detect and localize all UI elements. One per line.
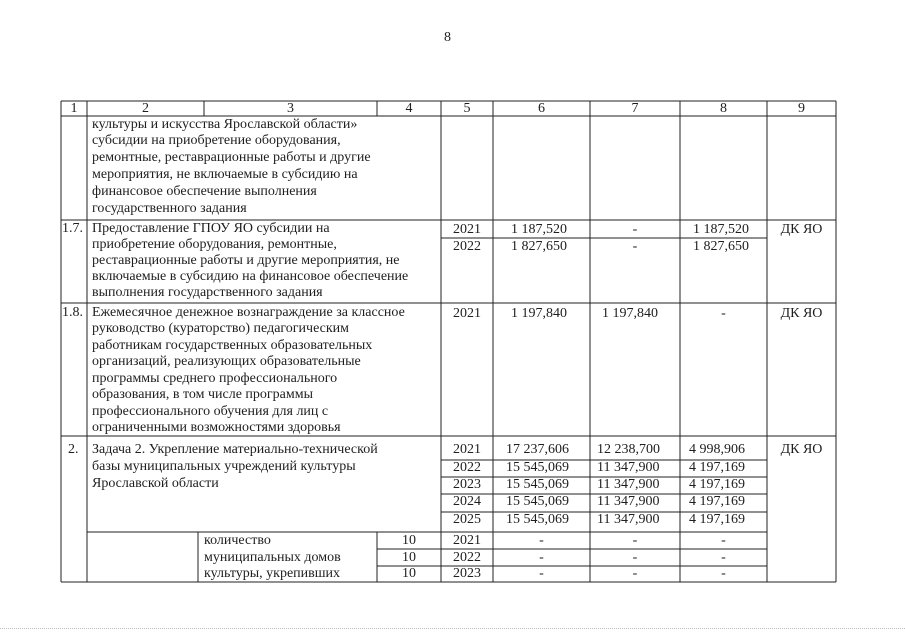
indicator-line: муниципальных домов: [204, 550, 341, 565]
row-number: 1.7.: [62, 221, 83, 236]
col8-cell: 4 197,169: [689, 512, 745, 527]
page-number: 8: [444, 30, 451, 45]
total-cell: 1 827,650: [511, 239, 567, 254]
col8-cell: 4 197,169: [689, 494, 745, 509]
regional-budget-cell: 11 347,900: [597, 477, 660, 492]
description-line: программы среднего профессионального: [92, 371, 338, 386]
year-cell: 2021: [453, 442, 481, 457]
description-line: мероприятия, не включаемые в субсидию на: [92, 167, 358, 182]
description-line: финансовое обеспечение выполнения: [92, 184, 317, 199]
regional-budget-cell: 12 238,700: [597, 442, 660, 457]
description-line: руководство (кураторство) педагогическим: [92, 321, 350, 336]
header-col-4: 4: [405, 101, 413, 116]
regional-budget-cell: -: [632, 222, 638, 237]
executor-cell: ДК ЯО: [780, 306, 823, 321]
regional-budget-cell: -: [632, 550, 638, 565]
year-cell: 2022: [453, 239, 481, 254]
total-cell: 17 237,606: [506, 442, 569, 457]
target-value-cell: 10: [402, 550, 416, 565]
col8-cell: -: [721, 550, 726, 565]
indicator-line: количество: [204, 533, 271, 548]
year-cell: 2023: [453, 566, 481, 581]
description-line: Ярославской области: [92, 476, 219, 491]
row-number: 2.: [68, 442, 79, 457]
description-line: Предоставление ГПОУ ЯО субсидии на: [92, 221, 330, 236]
description-line: реставрационные работы и другие мероприятия, не: [92, 253, 400, 268]
description-line: базы муниципальных учреждений культуры: [92, 459, 356, 474]
indicator-line: культуры, укрепивших: [204, 566, 341, 581]
year-cell: 2021: [453, 533, 481, 548]
header-col-3: 3: [287, 101, 294, 116]
description-line: приобретение оборудования, ремонтные,: [92, 237, 337, 252]
total-cell: 15 545,069: [506, 477, 569, 492]
total-cell: 15 545,069: [506, 460, 569, 475]
year-cell: 2022: [453, 550, 481, 565]
description-line: профессионального обучения для лиц с: [92, 404, 329, 419]
regional-budget-cell: 11 347,900: [597, 494, 660, 509]
col8-cell: 1 827,650: [693, 239, 749, 254]
col8-cell: -: [721, 306, 726, 321]
description-line: работникам государственных образовательных: [92, 338, 373, 353]
header-col-7: 7: [631, 101, 639, 116]
description-line: ремонтные, реставрационные работы и другие: [92, 150, 371, 165]
total-cell: -: [539, 533, 544, 548]
regional-budget-cell: -: [632, 533, 638, 548]
description-line: ограниченными возможностями здоровья: [92, 420, 341, 435]
col8-cell: -: [721, 566, 726, 581]
year-cell: 2024: [453, 494, 481, 509]
regional-budget-cell: 1 197,840: [602, 306, 658, 321]
year-cell: 2022: [453, 460, 481, 475]
scan-edge-divider: [0, 628, 905, 629]
year-cell: 2025: [453, 512, 481, 527]
executor-cell: ДК ЯО: [780, 442, 823, 457]
header-col-1: 1: [70, 101, 78, 116]
col8-cell: 4 197,169: [689, 460, 745, 475]
regional-budget-cell: -: [632, 566, 638, 581]
description-line: выполнения государственного задания: [92, 285, 323, 300]
description-line: организаций, реализующих образовательные: [92, 354, 361, 369]
total-cell: 1 197,840: [511, 306, 567, 321]
total-cell: -: [539, 550, 544, 565]
row-number: 1.8.: [62, 305, 83, 320]
year-cell: 2021: [453, 306, 481, 321]
executor-cell: ДК ЯО: [780, 222, 823, 237]
total-cell: 15 545,069: [506, 494, 569, 509]
year-cell: 2021: [453, 222, 481, 237]
header-col-2: 2: [142, 101, 149, 116]
regional-budget-cell: 11 347,900: [597, 512, 660, 527]
year-cell: 2023: [453, 477, 481, 492]
col8-cell: 1 187,520: [693, 222, 749, 237]
target-value-cell: 10: [402, 566, 416, 581]
col8-cell: 4 197,169: [689, 477, 745, 492]
description-line: государственного задания: [92, 201, 247, 216]
description-line: Задача 2. Укрепление материально-технической: [92, 442, 378, 457]
total-cell: 15 545,069: [506, 512, 569, 527]
regional-budget-cell: 11 347,900: [597, 460, 660, 475]
col8-cell: 4 998,906: [689, 442, 745, 457]
total-cell: 1 187,520: [511, 222, 567, 237]
description-line: культуры и искусства Ярославской области»: [92, 117, 358, 132]
target-value-cell: 10: [402, 533, 416, 548]
total-cell: -: [539, 566, 544, 581]
description-line: субсидии на приобретение оборудования,: [92, 133, 341, 148]
description-line: включаемые в субсидию на финансовое обеспечение: [92, 269, 409, 284]
header-col-5: 5: [463, 101, 471, 116]
col8-cell: -: [721, 533, 726, 548]
description-line: образования, в том числе программы: [92, 387, 314, 402]
regional-budget-cell: -: [632, 239, 638, 254]
header-col-8: 8: [720, 101, 727, 116]
header-col-9: 9: [798, 101, 805, 116]
description-line: Ежемесячное денежное вознаграждение за классное: [92, 305, 405, 320]
header-col-6: 6: [538, 101, 545, 116]
